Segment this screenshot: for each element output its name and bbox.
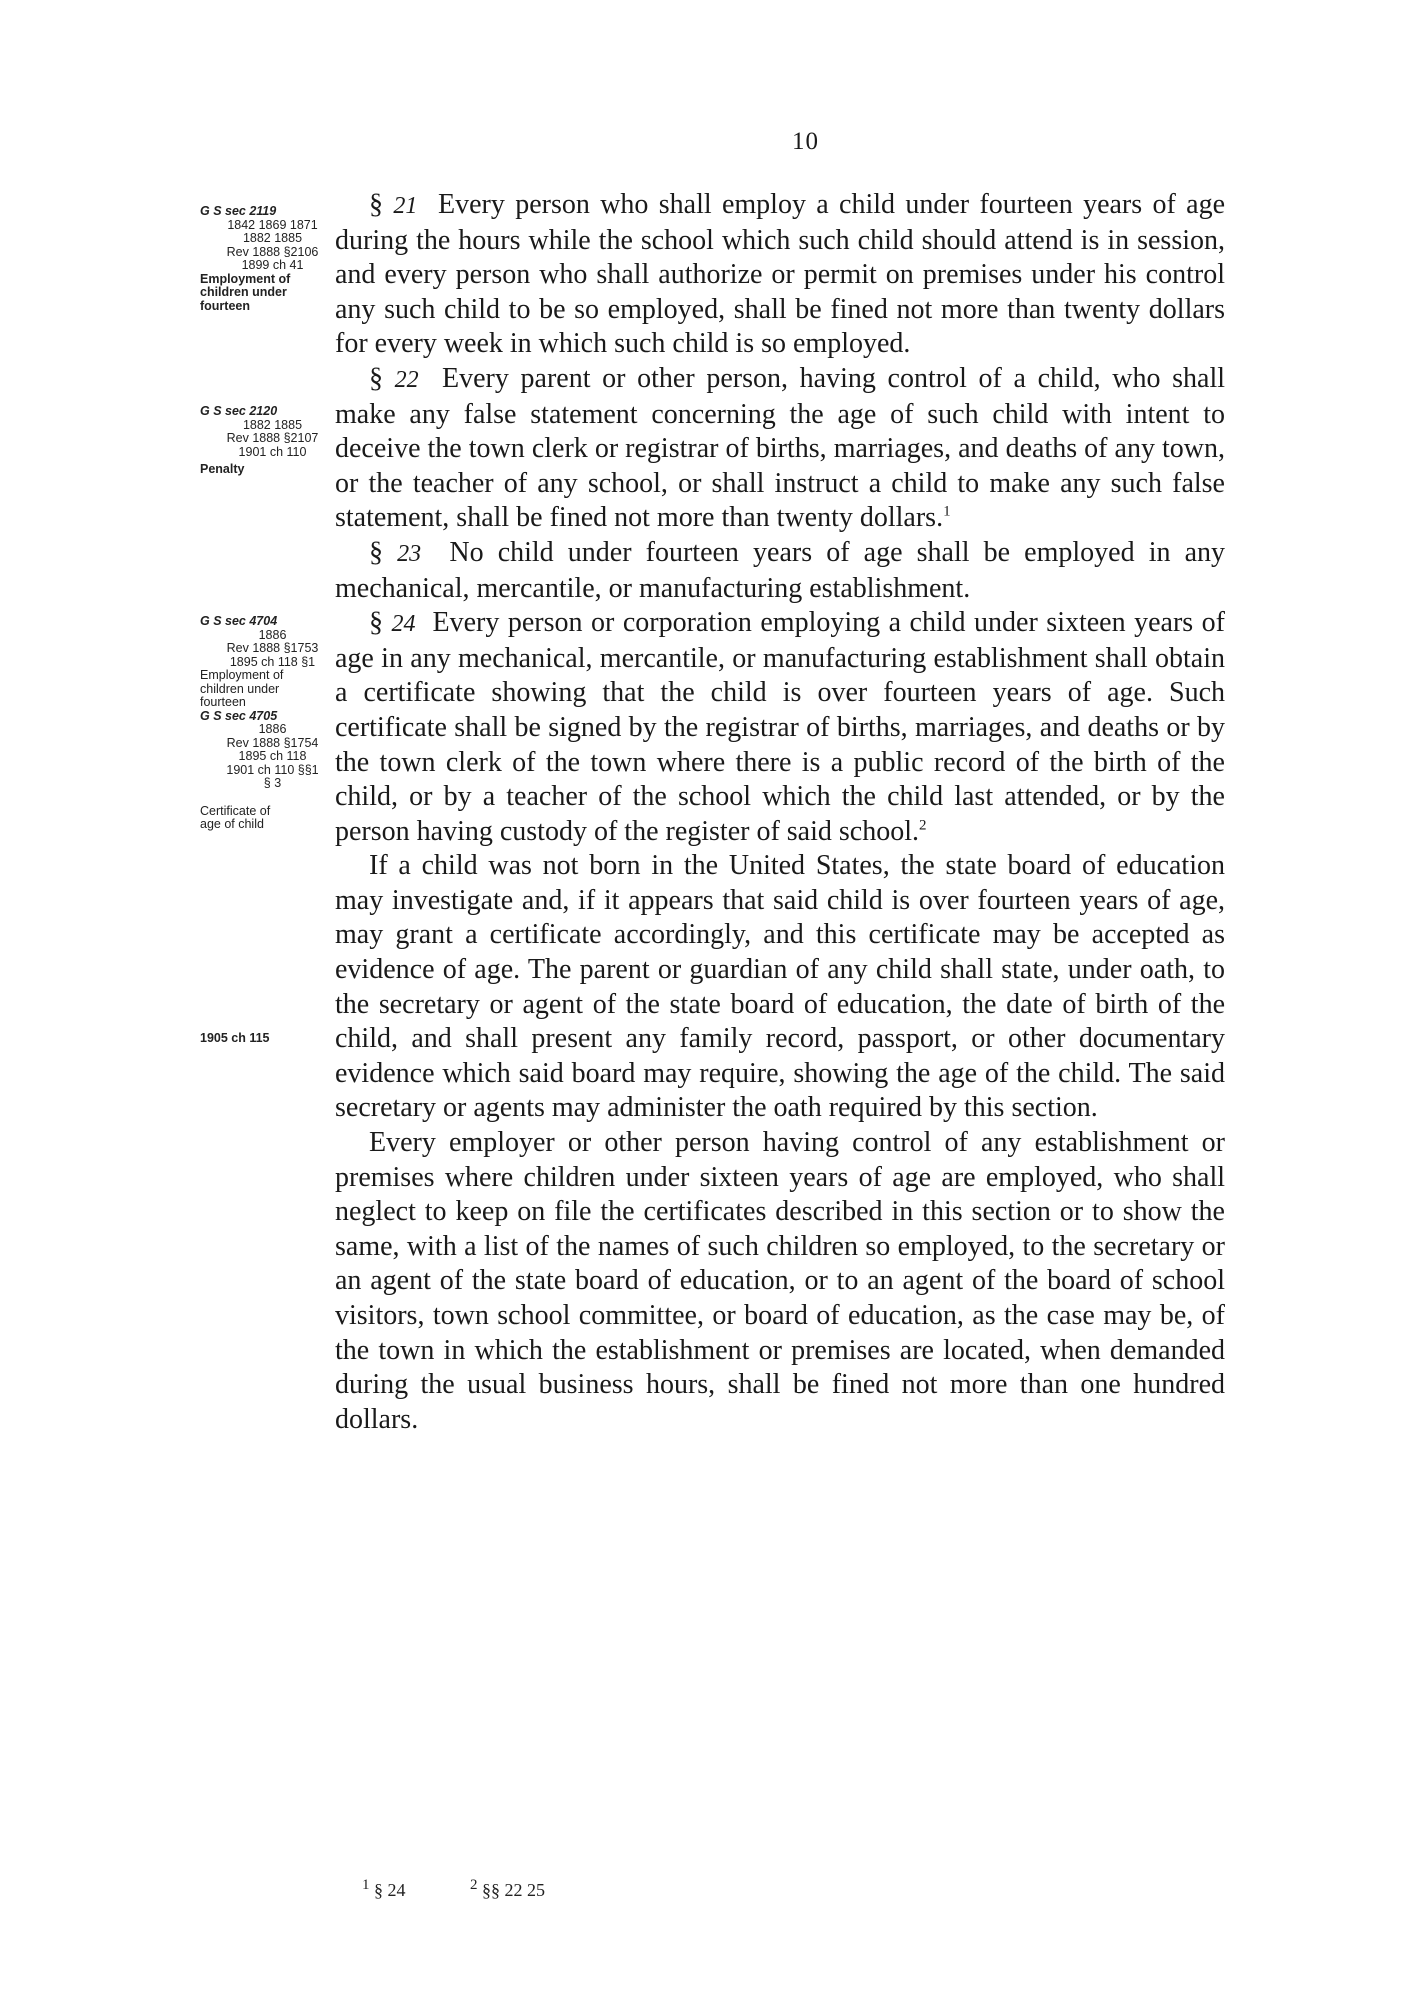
margin-note-sec-22 [200,405,345,477]
margin-ref: 1882 1885 [242,417,303,432]
section-sign: § [369,362,383,394]
margin-ref: Rev 1888 §1754 [226,735,319,750]
section-number: 21 [393,193,418,219]
section-body: Every person or corporation employing a child under sixteen years of age in any mechanical, mercantile, or manufacturing establishment shall obtain a certificate showing that the child is over fourteen years of age. Such certificate shall be signed by the registrar of births, marriages, and deaths or by the town clerk of the town where there is a public record of the birth of the child, or by a teacher of the school which the child last attended, or by the person having custody of the register of said school. [335,607,1225,847]
paragraph-employer-records: Every employer or other person having control of any establishment or premises where children under sixteen years of age are employed, who shall neglect to keep on file the certificates described in this section or to show the same, with a list of the names of such children so employed, to the secretary or an agent of the state board of education, or to an agent of the board of school visitors, town school committee, or board of education, as the case may be, of the town in which the establishment or premises are located, when demanded during the usual business hours, shall be fined not more than one hundred dollars. [335,1127,1225,1435]
section-body: Every parent or other person, having control of a child, who shall make any false statement concerning the age of such child with intent to deceive the town clerk or registrar of births, marriages, and deaths of any town, or the teacher of any school, or shall instruct a child to make any such false statement, shall be fined not more than twenty dollars. [335,362,1226,534]
paragraph-foreign-born: If a child was not born in the United States, the state board of education may investigate and, if it appears that said child is over fourteen years of age, may grant a certificate accordingly, and this certificate may be accepted as evidence of age. The parent or guardian of any child shall state, under oath, to the secretary or agent of the state board of education, the date of birth of the child, and shall present any family record, passport, or other documentary evidence which said board may require, showing the age of the child. The said secretary or agents may administer the oath required by this section. [335,850,1225,1124]
section-sign: § [369,536,383,568]
margin-ref: G S sec 2120 [200,404,278,418]
footnote-mark: 2 [918,817,927,834]
margin-ref: 1895 ch 118 [238,749,307,763]
section-23 [335,536,1225,606]
margin-ref: G S sec 2119 [200,204,277,218]
margin-caption: fourteen [200,695,246,709]
margin-ref: 1899 ch 41 [241,258,304,272]
margin-note-sec-21 [200,205,345,313]
margin-ref: § 3 [263,776,282,790]
footnote-1 [362,1877,436,1900]
footnotes [362,1877,605,1901]
margin-caption: Employment of [200,668,284,682]
margin-caption: children under [200,285,287,299]
margin-note-sec-23-24 [200,615,345,832]
footnote-mark: 2 [470,1877,478,1893]
margin-caption: Penalty [200,462,245,476]
margin-ref: Rev 1888 §1753 [226,641,319,655]
section-body: No child under fourteen years of age shall be employed in any mechanical, mercantile, or manufacturing establishment. [335,536,1226,604]
margin-ref: 1882 1885 [242,231,303,245]
margin-ref: G S sec 4705 [200,708,278,723]
section-number: 23 [397,540,422,567]
margin-ref: 1895 ch 118 §1 [229,654,316,669]
footnote-mark: 1 [362,1877,370,1893]
footnote-2 [470,1877,575,1900]
margin-caption: Employment of [200,271,291,286]
margin-ref: 1886 [258,627,287,642]
margin-ref: 1901 ch 110 §§1 [226,762,319,777]
margin-ref: 1842 1869 1871 [227,217,318,232]
margin-ref: G S sec 4704 [200,614,278,628]
section-22 [335,362,1225,536]
margin-ref: Rev 1888 §2106 [226,244,319,259]
section-body: Every person who shall employ a child under fourteen years of age during the hours while the school which such child should attend is in session, and every person who shall authorize or permit on premises under his control any such child to be so employed, shall be fined not more than twenty dollars for every week in which such child is so employed. [335,189,1225,360]
statute-text [335,188,1225,1437]
margin-caption: fourteen [200,298,250,313]
margin-caption: Certificate of [200,803,271,818]
section-21 [335,188,1225,362]
page-number: 10 [792,128,819,155]
section-sign: § [369,189,383,220]
margin-ref: 1886 [258,722,287,736]
margin-ref: 1905 ch 115 [200,1031,270,1045]
margin-ref: Rev 1888 §2107 [226,431,319,445]
section-number: 24 [391,611,416,638]
section-number: 22 [394,366,419,393]
margin-note-1905 [200,1032,345,1046]
section-sign: § [369,607,383,639]
margin-ref: 1901 ch 110 [238,444,307,459]
margin-caption: children under [200,681,280,696]
footnote-mark: 1 [943,504,951,521]
margin-caption: age of child [200,817,264,831]
section-24 [335,606,1225,849]
footnote-text: §§ 22 25 [482,1880,545,1900]
footnote-text: § 24 [374,1880,406,1900]
